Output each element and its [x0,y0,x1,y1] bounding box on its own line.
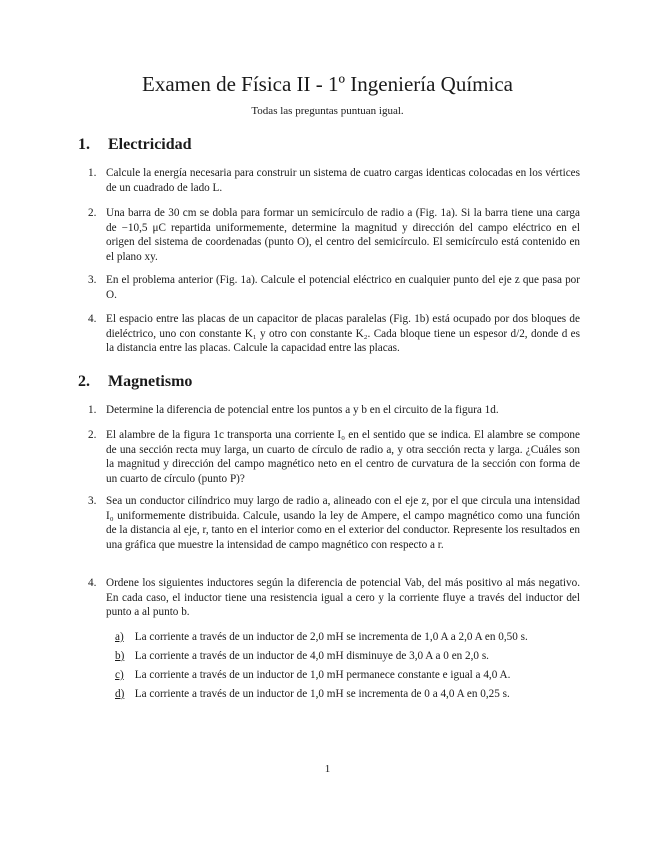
question-item [88,166,580,195]
subquestion-text: La corriente a través de un inductor de 1,0 mH permanece constante e igual a 4,0 A. [134,669,511,681]
question-item [88,403,580,418]
question-item [88,428,580,486]
subquestion-text: La corriente a través de un inductor de 4,0 mH disminuye de 3,0 A a 0 en 2,0 s. [134,650,489,662]
page-subtitle: Todas las preguntas puntuan igual. [251,105,404,117]
question-number: 4. [88,313,97,325]
subquestion-text: La corriente a través de un inductor de 1,0 mH se incrementa de 0 a 4,0 A en 0,25 s. [134,688,510,700]
section-heading-magnetismo [78,373,192,391]
subquestion-label: b) [115,650,125,662]
question-text: El alambre de la figura 1c transporta una corriente I₀ en el sentido que se indica. El alambre se compone de una sección recta muy larga, un cuarto de círculo de radio a, y otra sección recta y larga. ¿Cuáles son la magnitud y dirección del campo magnético neto en el centro de curvatura de la sección con forma de un cuarto de círculo (punto P)? [106,429,580,485]
question-number: 2. [88,207,97,219]
question-text: Una barra de 30 cm se dobla para formar un semicírculo de radio a (Fig. 1a). Si la barra tiene una carga de −10,5 μC repartida uniformemente, determine la magnitud y dirección del campo eléctrico en el origen del sistema de coordenadas (punto O), el centro del semicírculo. El semicírculo está contenido en el plano xy. [106,207,580,263]
page-title: Examen de Física II - 1º Ingeniería Química [142,72,513,96]
question-text: Sea un conductor cilíndrico muy largo de radio a, alineado con el eje z, por el que circula una intensidad I₀ uniformemente distribuida. Calcule, usando la ley de Ampere, el campo magnético como una función de la distancia al eje, r, tanto en el interior como en el exterior del conductor. Represente los resultados en una gráfica que muestre la intensidad de campo magnético con respecto a r. [106,495,580,551]
question-text: Ordene los siguientes inductores según la diferencia de potencial Vab, del más positivo al más negativo. En cada caso, el inductor tiene una resistencia igual a cero y la corriente fluye a través del inductor del punto a al punto b. [106,577,580,618]
subquestion-item [115,649,580,664]
question-item [88,576,580,620]
section-title: Electricidad [108,136,192,153]
question-text: Calcule la energía necesaria para construir un sistema de cuatro cargas identicas colocadas en los vértices de un cuadrado de lado L. [106,167,580,194]
subquestion-label: a) [115,631,124,643]
question-number: 2. [88,429,97,441]
section-number: 2. [78,373,90,390]
question-item [88,206,580,264]
page-number: 1 [324,763,331,775]
question-number: 1. [88,404,97,416]
subquestion-text: La corriente a través de un inductor de 2,0 mH se incrementa de 1,0 A a 2,0 A en 0,50 s. [134,631,528,643]
subquestion-label: c) [115,669,124,681]
question-item [88,273,580,302]
subquestion-item [115,687,580,702]
question-number: 4. [88,577,97,589]
subquestion-item [115,668,580,683]
section-title: Magnetismo [108,373,193,390]
question-number: 3. [88,274,97,286]
question-text: Determine la diferencia de potencial entre los puntos a y b en el circuito de la figura 1d. [106,404,499,416]
question-text: El espacio entre las placas de un capacitor de placas paralelas (Fig. 1b) está ocupado por dos bloques de dieléctrico, uno con constante K₁ y otro con constante K₂. Cada bloque tiene un espesor d/2, donde d es la distancia entre las placas. Calcule la capacidad entre las placas. [106,313,580,354]
question-item [88,312,580,356]
question-number: 1. [88,167,97,179]
section-number: 1. [78,136,90,153]
question-text: En el problema anterior (Fig. 1a). Calcule el potencial eléctrico en cualquier punto del eje z que pasa por O. [106,274,580,301]
section-heading-electricidad [78,136,192,154]
question-item [88,494,580,552]
subquestion-item [115,630,580,645]
question-number: 3. [88,495,97,507]
subquestion-label: d) [115,688,125,700]
